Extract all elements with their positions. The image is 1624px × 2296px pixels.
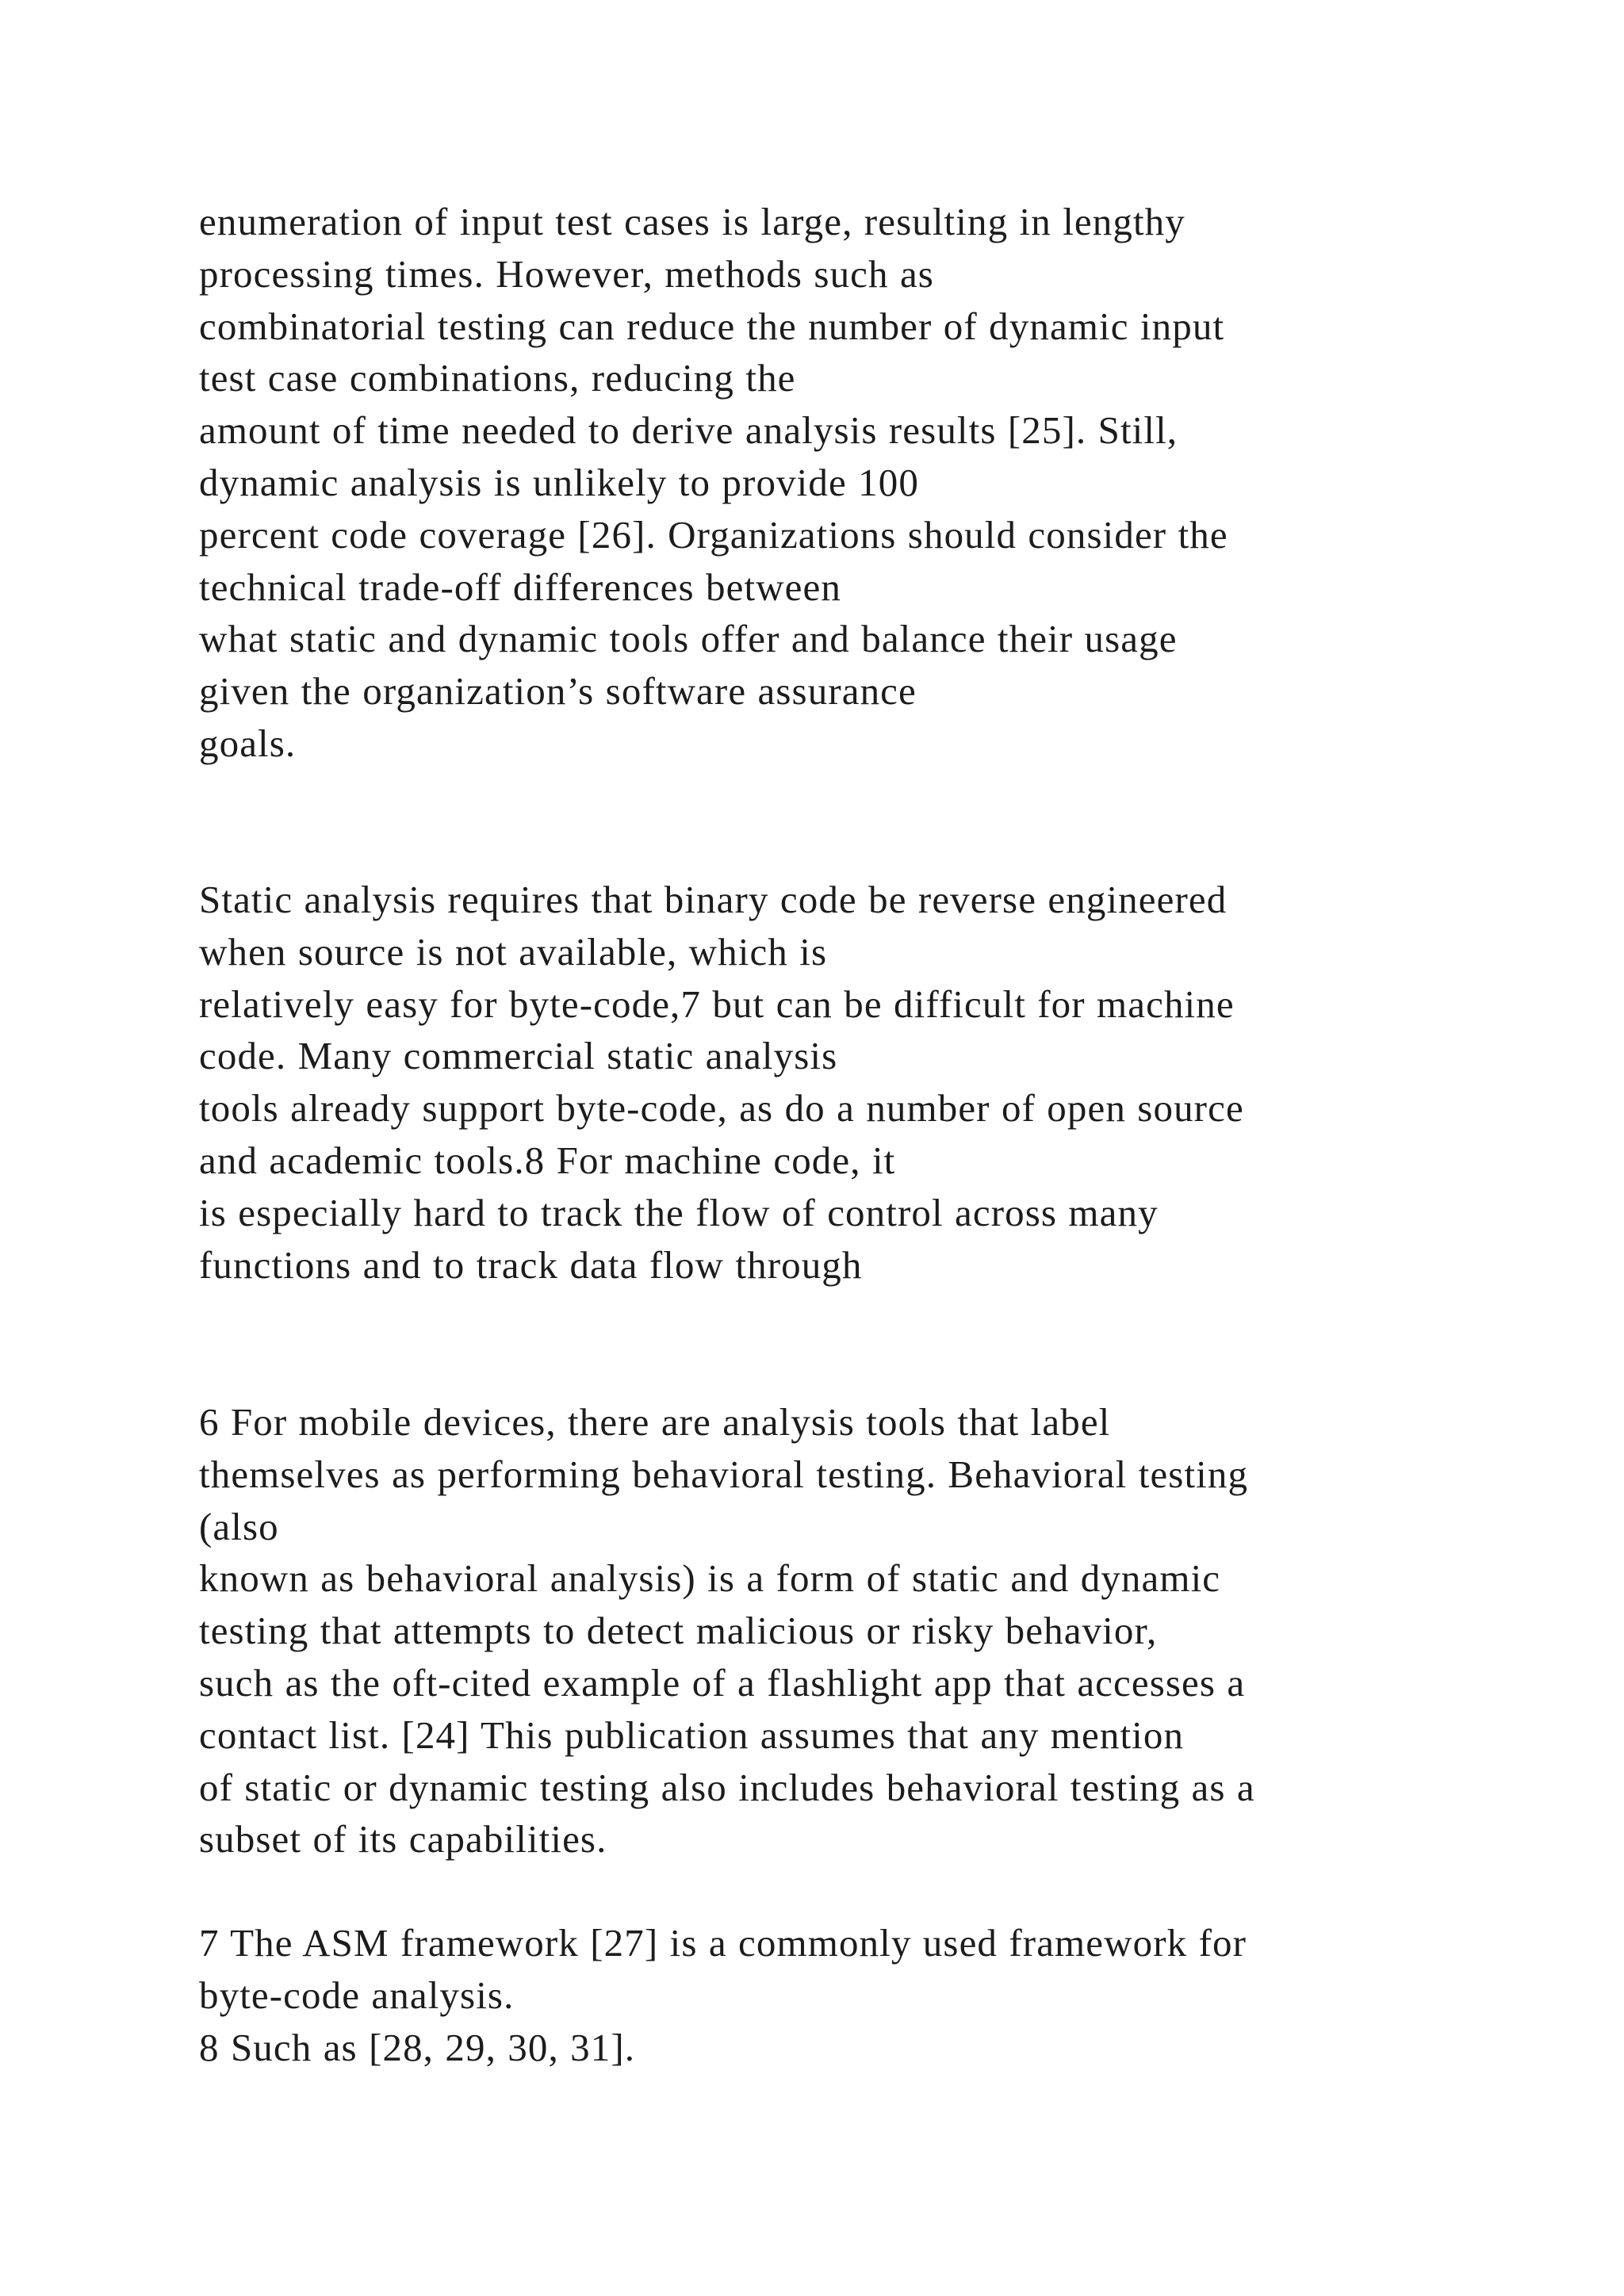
text-line: subset of its capabilities. bbox=[199, 1817, 607, 1862]
text-line: code. Many commercial static analysis bbox=[199, 1034, 838, 1078]
text-line: byte-code analysis. bbox=[199, 1973, 515, 2017]
paragraph-static-analysis bbox=[199, 874, 1244, 1291]
text-line: 6 For mobile devices, there are analysis tools that label bbox=[199, 1400, 1111, 1444]
text-line: when source is not available, which is bbox=[199, 929, 828, 974]
text-line: known as behavioral analysis) is a form of static and dynamic bbox=[199, 1556, 1221, 1601]
text-line: combinatorial testing can reduce the number of dynamic input bbox=[199, 304, 1225, 348]
text-line: given the organization’s software assurance bbox=[199, 669, 917, 714]
text-line: of static or dynamic testing also includes behavioral testing as a bbox=[199, 1765, 1255, 1809]
text-line: and academic tools.8 For machine code, it bbox=[199, 1138, 896, 1182]
text-line: dynamic analysis is unlikely to provide 100 bbox=[199, 460, 919, 504]
text-line: such as the oft-cited example of a flashlight app that accesses a bbox=[199, 1660, 1246, 1705]
text-line: test case combinations, reducing the bbox=[199, 356, 796, 400]
text-line: amount of time needed to derive analysis results [25]. Still, bbox=[199, 408, 1178, 453]
footnote-6 bbox=[199, 1396, 1255, 1866]
text-line: 8 Such as [28, 29, 30, 31]. bbox=[199, 2025, 636, 2069]
text-line: tools already support byte-code, as do a number of open source bbox=[199, 1086, 1244, 1131]
text-line: themselves as performing behavioral testing. Behavioral testing bbox=[199, 1452, 1249, 1496]
text-line: processing times. However, methods such as bbox=[199, 251, 934, 296]
text-line: technical trade-off differences between bbox=[199, 564, 841, 609]
text-line: functions and to track data flow through bbox=[199, 1242, 863, 1287]
text-line: enumeration of input test cases is large, resulting in lengthy bbox=[199, 200, 1185, 243]
text-line: testing that attempts to detect malicious or risky behavior, bbox=[199, 1609, 1158, 1653]
text-line: is especially hard to track the flow of control across many bbox=[199, 1190, 1159, 1234]
text-line: percent code coverage [26]. Organizations should consider the bbox=[199, 512, 1228, 557]
text-line: goals. bbox=[199, 721, 297, 765]
footnotes-7-8 bbox=[199, 1917, 1247, 2073]
text-line: 7 The ASM framework [27] is a commonly used framework for bbox=[199, 1921, 1247, 1965]
text-line: contact list. [24] This publication assumes that any mention bbox=[199, 1712, 1185, 1757]
paragraph-dynamic-analysis bbox=[199, 196, 1228, 770]
text-line: relatively easy for byte-code,7 but can be difficult for machine bbox=[199, 982, 1235, 1026]
text-line: (also bbox=[199, 1504, 279, 1548]
text-line: Static analysis requires that binary code be reverse engineered bbox=[199, 878, 1228, 921]
text-line: what static and dynamic tools offer and balance their usage bbox=[199, 617, 1178, 661]
